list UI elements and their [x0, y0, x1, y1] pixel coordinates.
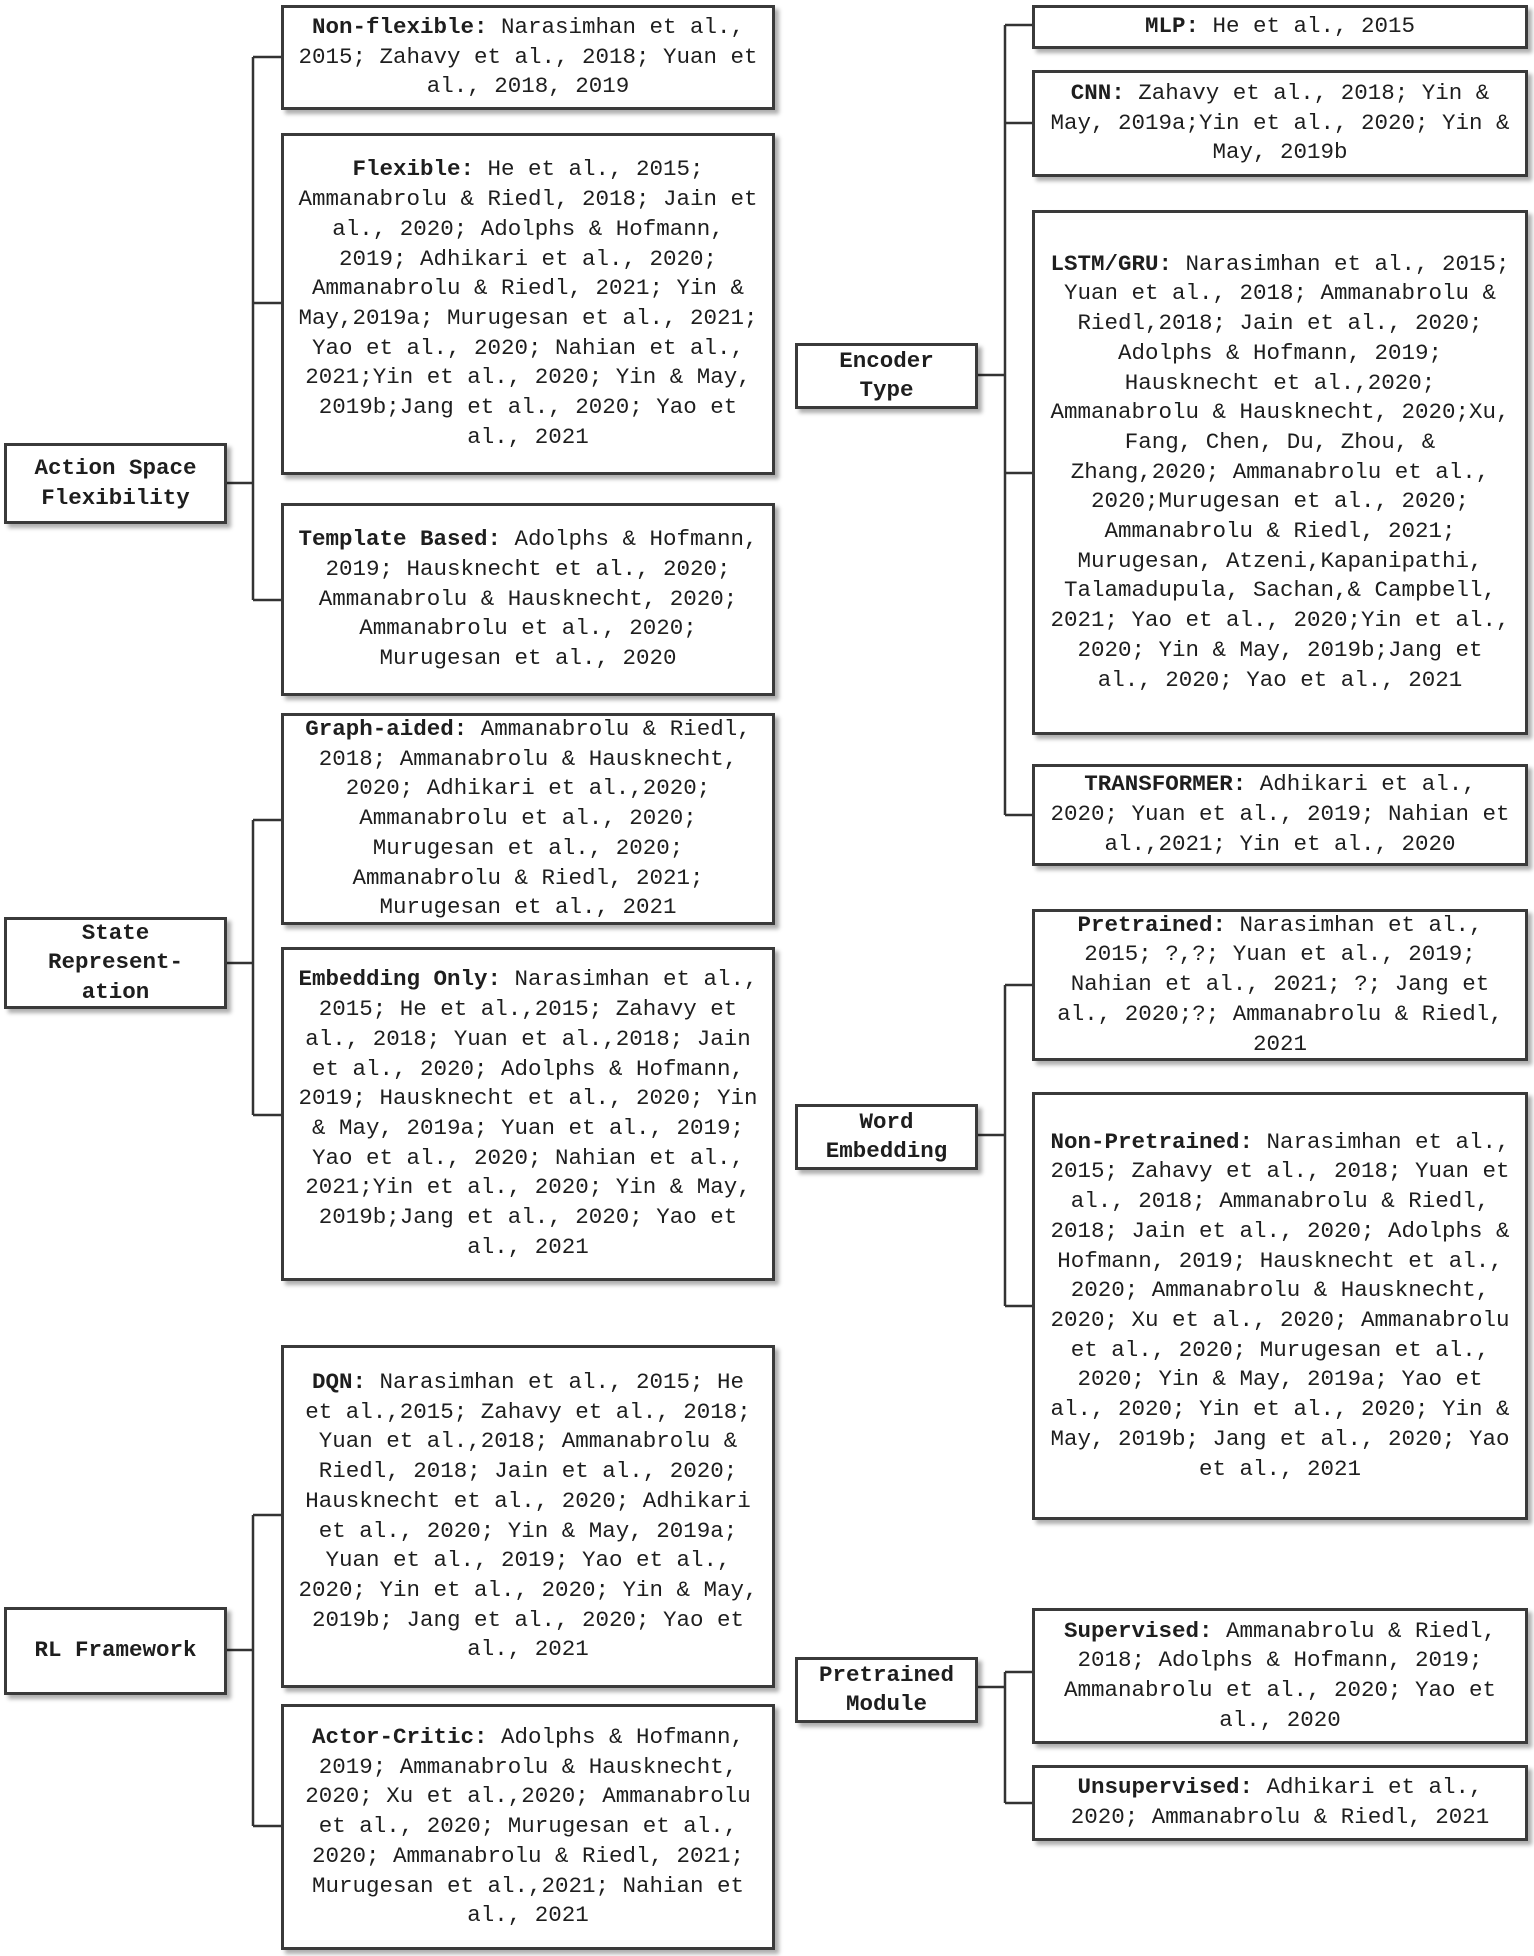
category-encoder-type: Encoder Type — [795, 343, 978, 409]
leaf-text: MLP: He et al., 2015 — [1144, 13, 1416, 40]
category-action-space-flexibility: Action Space Flexibility — [4, 443, 227, 524]
leaf-cnn — [1032, 70, 1528, 177]
leaf-pretrained — [1032, 909, 1528, 1061]
leaf-text: Non-Pretrained: Narasimhan et al., 2015; Zahavy et al., 2018; Yuan et al., 2018; Ammanabrolu & Riedl, 2018; Jain et al., 2020; Adolphs & Hofmann, 2019; Hausknecht et al., 2020; Ammanabrolu & Hausknecht, 2020; Xu et al., 2020; Ammanabrolu et al., 2020; Murugesan et al., 2020; Yin & May, 2019a; Yao et al., 2020; Yin et al., 2020; Yin & May, 2019b; Jang et al., 2020; Yao et al., 2021 — [1050, 1128, 1510, 1482]
category-rl-framework: RL Framework — [4, 1607, 227, 1695]
leaf-flexible — [281, 133, 775, 475]
leaf-text: Embedding Only: Narasimhan et al., 2015; He et al.,2015; Zahavy et al., 2018; Yuan et al.,2018; Jain et al., 2020; Adolphs & Hofmann, 2019; Hausknecht et al., 2020; Yin & May, 2019a; Yuan et al., 2019; Yao et al., 2020; Nahian et al., 2021;Yin et al., 2020; Yin & May, 2019b;Jang et al., 2020; Yao et al., 2021 — [298, 966, 758, 1260]
category-pretrained-module: Pretrained Module — [795, 1657, 978, 1723]
leaf-text: DQN: Narasimhan et al., 2015; He et al.,2015; Zahavy et al., 2018; Yuan et al.,2018; Ammanabrolu & Riedl, 2018; Jain et al., 2020; Hausknecht et al., 2020; Adhikari et al., 2020; Yin & May, 2019a; Yuan et al., 2019; Yao et al., 2020; Yin et al., 2020; Yin & May, 2019b; Jang et al., 2020; Yao et al., 2021 — [298, 1368, 758, 1663]
leaf-mlp — [1032, 5, 1528, 49]
leaf-supervised — [1032, 1608, 1528, 1744]
leaf-transformer — [1032, 764, 1528, 866]
leaf-template-based — [281, 503, 775, 696]
leaf-text: Non-flexible: Narasimhan et al., 2015; Zahavy et al., 2018; Yuan et al., 2018, 2019 — [298, 13, 758, 100]
leaf-text: LSTM/GRU: Narasimhan et al., 2015; Yuan et al., 2018; Ammanabrolu & Riedl,2018; Jain et al., 2020; Adolphs & Hofmann, 2019; Hausknecht et al.,2020; Ammanabrolu & Hausknecht, 2020;Xu, Fang, Chen, Du, Zhou, & Zhang,2020; Ammanabrolu et al., 2020;Murugesan et al., 2020; Ammanabrolu & Riedl, 2021; Murugesan, Atzeni,Kapanipathi, Talamadupula, Sachan,& Campbell, 2021; Yao et al., 2020;Yin et al., 2020; Yin & May, 2019b;Jang et al., 2020; Yao et al., 2021 — [1050, 250, 1510, 693]
leaf-text: Graph-aided: Ammanabrolu & Riedl, 2018; Ammanabrolu & Hausknecht, 2020; Adhikari et al.,2020; Ammanabrolu et al., 2020; Murugesan et al., 2020; Ammanabrolu & Riedl, 2021; Murugesan et al., 2021 — [305, 716, 751, 921]
leaf-text: Unsupervised: Adhikari et al., 2020; Ammanabrolu & Riedl, 2021 — [1070, 1774, 1490, 1830]
leaf-text: Supervised: Ammanabrolu & Riedl, 2018; Adolphs & Hofmann, 2019; Ammanabrolu et al., 2020; Yao et al., 2020 — [1063, 1617, 1497, 1733]
leaf-embedding-only — [281, 947, 775, 1281]
leaf-unsupervised — [1032, 1765, 1528, 1841]
leaf-text: Flexible: He et al., 2015; Ammanabrolu & Riedl, 2018; Jain et al., 2020; Adolphs & Hofmann, 2019; Adhikari et al., 2020; Ammanabrolu & Riedl, 2021; Yin & May,2019a; Murugesan et al., 2021; Yao et al., 2020; Nahian et al., 2021;Yin et al., 2020; Yin & May, 2019b;Jang et al., 2020; Yao et al., 2021 — [298, 156, 758, 450]
leaf-graph-aided — [281, 713, 775, 925]
leaf-non-pretrained — [1032, 1092, 1528, 1520]
leaf-text: Actor-Critic: Adolphs & Hofmann, 2019; Ammanabrolu & Hausknecht, 2020; Xu et al.,2020; Ammanabrolu et al., 2020; Murugesan et al., 2020; Ammanabrolu & Riedl, 2021; Murugesan et al.,2021; Nahian et al., 2021 — [305, 1724, 751, 1929]
leaf-text: TRANSFORMER: Adhikari et al., 2020; Yuan et al., 2019; Nahian et al.,2021; Yin et al., 2020 — [1050, 771, 1510, 857]
leaf-text: Template Based: Adolphs & Hofmann, 2019; Hausknecht et al., 2020; Ammanabrolu & Hausknecht, 2020; Ammanabrolu et al., 2020; Murugesan et al., 2020 — [298, 526, 758, 672]
category-state-representation: State Represent-ation — [4, 917, 227, 1009]
leaf-text: CNN: Zahavy et al., 2018; Yin & May, 2019a;Yin et al., 2020; Yin & May, 2019b — [1050, 79, 1510, 166]
leaf-lstm-gru — [1032, 210, 1528, 735]
leaf-actor-critic — [281, 1704, 775, 1950]
category-word-embedding: Word Embedding — [795, 1104, 978, 1170]
leaf-text: Pretrained: Narasimhan et al., 2015; ?,?; Yuan et al., 2019; Nahian et al., 2021; ?; Jang et al., 2020;?; Ammanabrolu & Riedl, 2021 — [1057, 911, 1503, 1057]
leaf-dqn — [281, 1345, 775, 1688]
leaf-non-flexible — [281, 5, 775, 110]
